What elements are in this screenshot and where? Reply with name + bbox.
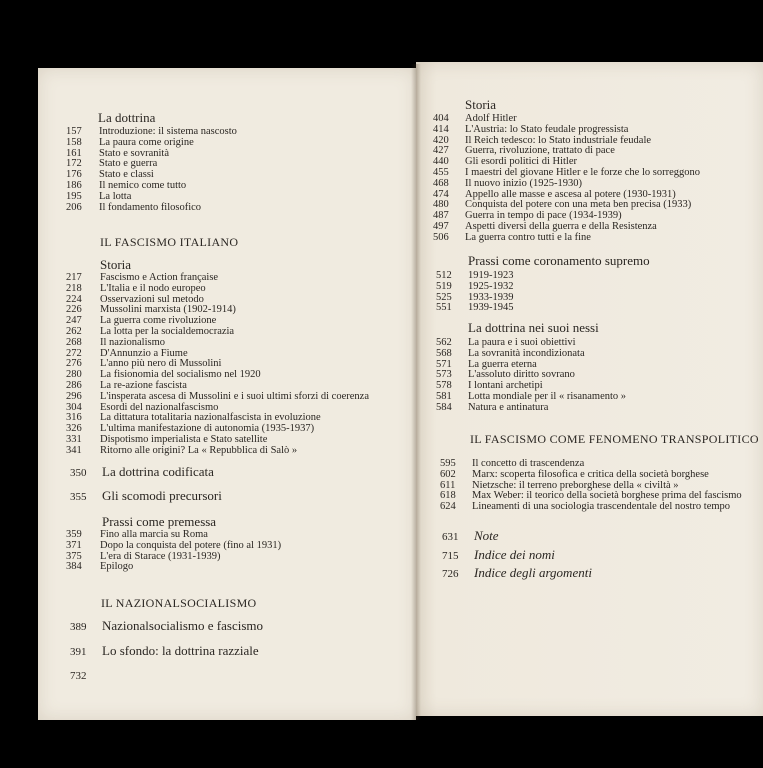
toc-title: La re-azione fascista bbox=[100, 380, 187, 391]
toc-title: La lotta bbox=[99, 190, 132, 202]
toc-page-number: 455 bbox=[433, 167, 449, 178]
toc-page-number: 420 bbox=[433, 134, 449, 146]
toc-entry bbox=[66, 540, 281, 551]
toc-title: L'ultima manifestazione di autonomia (1935-1937) bbox=[100, 423, 315, 435]
toc-page-number: 551 bbox=[436, 302, 452, 314]
toc-entry bbox=[66, 402, 218, 413]
toc-title: Il concetto di trascendenza bbox=[472, 458, 585, 469]
toc-page-number: 584 bbox=[436, 401, 452, 413]
toc-page-number: 404 bbox=[433, 113, 449, 124]
toc-title: La dittatura totalitaria nazionalfascista in evoluzione bbox=[100, 412, 321, 424]
toc-page-number: 206 bbox=[66, 201, 82, 213]
toc-entry bbox=[433, 113, 517, 124]
toc-title: La sovranità incondizionata bbox=[468, 347, 585, 359]
toc-page-number: 595 bbox=[440, 458, 456, 469]
toc-title: Gli esordi politici di Hitler bbox=[465, 156, 577, 168]
toc-page-number: 280 bbox=[66, 369, 82, 381]
toc-entry bbox=[436, 391, 626, 402]
toc-entry bbox=[66, 561, 133, 572]
toc-title: Aspetti diversi della guerra e della Resistenza bbox=[465, 221, 657, 232]
toc-title: La fisionomia del socialismo nel 1920 bbox=[100, 369, 261, 381]
toc-page-number: 562 bbox=[436, 337, 452, 348]
toc-entry bbox=[433, 178, 582, 189]
toc-page-number: 371 bbox=[66, 539, 82, 551]
toc-page-number: 217 bbox=[66, 272, 82, 283]
toc-entry bbox=[433, 210, 622, 221]
toc-entry-nazionalsocialismo-fascismo: 389 Nazionalsocialismo e fascismo bbox=[70, 618, 264, 633]
toc-title: Fascismo e Action française bbox=[100, 272, 219, 283]
toc-title: Nietzsche: il terreno preborghese della « civiltà » bbox=[472, 479, 679, 491]
toc-title: La guerra come rivoluzione bbox=[100, 315, 217, 327]
part-title-fascismo-italiano: IL FASCISMO ITALIANO bbox=[100, 235, 239, 249]
toc-page-number: 276 bbox=[66, 358, 82, 370]
toc-entry bbox=[66, 158, 157, 169]
toc-title: Dopo la conquista del potere (fino al 1931) bbox=[100, 539, 282, 551]
toc-title: I maestri del giovane Hitler e le forze che lo sorreggono bbox=[465, 167, 700, 178]
toc-entry bbox=[433, 199, 691, 210]
toc-page-number: 581 bbox=[436, 391, 452, 402]
toc-entry bbox=[66, 380, 187, 391]
toc-page-number: 525 bbox=[436, 291, 452, 303]
toc-title: Dispotismo imperialista e Stato satellite bbox=[100, 434, 268, 445]
toc-entry bbox=[66, 358, 221, 369]
toc-title: Natura e antinatura bbox=[468, 401, 549, 413]
toc-entry bbox=[66, 148, 169, 159]
toc-title: La lotta per la socialdemocrazia bbox=[100, 326, 235, 337]
toc-page-number: 218 bbox=[66, 282, 82, 294]
toc-title: Max Weber: il teorico della società borghese prima del fascismo bbox=[472, 490, 742, 502]
section-heading-storia: Storia bbox=[100, 257, 132, 272]
toc-page-number: 341 bbox=[66, 444, 82, 456]
toc-title: Il nuovo inizio (1925-1930) bbox=[465, 177, 582, 189]
toc-page-number: 611 bbox=[440, 479, 456, 491]
toc-entry bbox=[66, 391, 369, 402]
toc-page-number: 172 bbox=[66, 158, 82, 170]
toc-entry bbox=[66, 445, 297, 456]
toc-entry bbox=[66, 126, 237, 137]
toc-page-number: 519 bbox=[436, 280, 452, 292]
toc-page-number: 512 bbox=[436, 270, 452, 281]
toc-title: L'Italia e il nodo europeo bbox=[100, 282, 206, 294]
toc-page-number: 161 bbox=[66, 147, 82, 159]
toc-entry bbox=[433, 135, 651, 146]
toc-entry bbox=[433, 189, 676, 200]
toc-title: Stato e guerra bbox=[99, 158, 158, 170]
toc-title: Fino alla marcia su Roma bbox=[100, 529, 208, 540]
toc-title: La guerra eterna bbox=[468, 358, 537, 370]
toc-entry bbox=[433, 221, 657, 232]
toc-entry bbox=[433, 156, 577, 167]
toc-entry bbox=[66, 315, 216, 326]
toc-entry bbox=[66, 412, 321, 423]
book-gutter bbox=[411, 64, 421, 720]
toc-entry bbox=[66, 137, 194, 148]
toc-page-number: 316 bbox=[66, 412, 82, 424]
toc-entry bbox=[66, 529, 208, 540]
toc-entry bbox=[440, 490, 742, 501]
toc-page-number: 158 bbox=[66, 136, 82, 148]
toc-page-number: 497 bbox=[433, 221, 449, 232]
toc-entry-indice-nomi: 715 Indice dei nomi bbox=[442, 547, 555, 562]
toc-entry bbox=[66, 434, 267, 445]
toc-page-number: 487 bbox=[433, 210, 449, 222]
toc-page-number: 359 bbox=[66, 529, 82, 540]
toc-page-number: 157 bbox=[66, 126, 82, 137]
toc-title: L'anno più nero di Mussolini bbox=[100, 358, 222, 370]
toc-entry bbox=[66, 551, 221, 562]
toc-entry bbox=[66, 180, 186, 191]
toc-entry-lo-sfondo: 391 Lo sfondo: la dottrina razziale bbox=[70, 643, 259, 658]
toc-entry-note: 631 Note bbox=[442, 528, 499, 543]
toc-entry bbox=[433, 124, 628, 135]
toc-title: Adolf Hitler bbox=[465, 113, 517, 124]
toc-entry bbox=[436, 402, 548, 413]
toc-entry bbox=[436, 337, 576, 348]
toc-title: Appello alle masse e ascesa al potere (1930-1931) bbox=[465, 188, 676, 200]
toc-title: D'Annunzio a Fiume bbox=[100, 347, 188, 359]
toc-entry bbox=[66, 348, 188, 359]
toc-page-number: 268 bbox=[66, 336, 82, 348]
toc-entry bbox=[440, 501, 730, 512]
toc-entry bbox=[436, 380, 543, 391]
toc-title: 1919-1923 bbox=[468, 270, 514, 281]
toc-page-number: 427 bbox=[433, 145, 449, 157]
toc-title: La paura come origine bbox=[99, 136, 194, 148]
toc-title: Marx: scoperta filosofica e critica della società borghese bbox=[472, 468, 709, 480]
toc-title: Il nemico come tutto bbox=[99, 180, 187, 191]
toc-title: Stato e sovranità bbox=[99, 147, 169, 159]
toc-entry bbox=[66, 202, 201, 213]
toc-title: Epilogo bbox=[100, 561, 134, 573]
toc-entry-dottrina-codificata: 350 La dottrina codificata bbox=[70, 464, 214, 479]
toc-page-number: 286 bbox=[66, 380, 82, 391]
toc-title: Introduzione: il sistema nascosto bbox=[99, 126, 237, 137]
toc-entry bbox=[66, 369, 261, 380]
toc-entry bbox=[66, 283, 206, 294]
toc-page-number: 602 bbox=[440, 468, 456, 480]
toc-page-number: 440 bbox=[433, 156, 449, 168]
toc-entry bbox=[66, 272, 218, 283]
toc-page-number: 247 bbox=[66, 315, 82, 327]
toc-title: I lontani archetipi bbox=[468, 380, 543, 392]
toc-page-number: 272 bbox=[66, 347, 82, 359]
toc-title: Lineamenti di una sociologia trascendentale del nostro tempo bbox=[472, 501, 731, 513]
toc-entry bbox=[436, 348, 585, 359]
toc-entry bbox=[436, 292, 514, 303]
toc-title: L'era di Starace (1931-1939) bbox=[100, 550, 221, 562]
toc-entry bbox=[433, 145, 615, 156]
toc-entry bbox=[66, 169, 154, 180]
toc-entry bbox=[436, 270, 514, 281]
toc-title: L'assoluto diritto sovrano bbox=[468, 369, 575, 381]
part-title-nazionalsocialismo: IL NAZIONALSOCIALISMO bbox=[101, 596, 257, 610]
toc-title: 1939-1945 bbox=[468, 302, 514, 314]
section-heading-prassi-coronamento: Prassi come coronamento supremo bbox=[468, 253, 650, 268]
toc-page-number: 568 bbox=[436, 347, 452, 359]
toc-page-number: 224 bbox=[66, 293, 82, 305]
toc-page-number: 468 bbox=[433, 177, 449, 189]
toc-title: Lotta mondiale per il « risanamento » bbox=[468, 391, 627, 402]
section-heading-prassi-premessa: Prassi come premessa bbox=[102, 514, 217, 529]
toc-title: Mussolini marxista (1902-1914) bbox=[100, 304, 236, 316]
toc-entry-indice-argomenti: 726 Indice degli argomenti bbox=[442, 565, 592, 580]
toc-entry bbox=[440, 458, 584, 469]
toc-title: La paura e i suoi obiettivi bbox=[468, 337, 576, 348]
toc-entry-scomodi-precursori: 355 Gli scomodi precursori bbox=[70, 488, 222, 503]
toc-page-number: 195 bbox=[66, 190, 82, 202]
toc-title: L'insperata ascesa di Mussolini e i suoi ultimi sforzi di coerenza bbox=[100, 390, 369, 402]
toc-page-number: 624 bbox=[440, 501, 456, 513]
toc-entry bbox=[436, 369, 575, 380]
toc-title: 1933-1939 bbox=[468, 291, 514, 303]
toc-entry bbox=[440, 469, 709, 480]
toc-page-number: 618 bbox=[440, 490, 456, 502]
toc-page-number: 480 bbox=[433, 199, 449, 211]
toc-entry bbox=[436, 302, 514, 313]
toc-title: Ritorno alle origini? La « Repubblica di Salò » bbox=[100, 444, 298, 456]
toc-entry bbox=[66, 191, 131, 202]
toc-entry bbox=[433, 167, 700, 178]
toc-title: La guerra contro tutti e la fine bbox=[465, 231, 591, 243]
toc-entry bbox=[436, 281, 514, 292]
toc-title: Il nazionalismo bbox=[100, 336, 166, 348]
toc-page-number: 296 bbox=[66, 390, 82, 402]
toc-title: Guerra in tempo di pace (1934-1939) bbox=[465, 210, 622, 222]
toc-page-number: 384 bbox=[66, 561, 82, 573]
toc-page-number: 571 bbox=[436, 358, 452, 370]
toc-title: Esordi del nazionalfascismo bbox=[100, 401, 219, 413]
part-title-transpolitico: IL FASCISMO COME FENOMENO TRANSPOLITICO bbox=[470, 432, 759, 446]
toc-entry bbox=[433, 232, 591, 243]
toc-entry bbox=[440, 480, 679, 491]
toc-title: Guerra, rivoluzione, trattato di pace bbox=[465, 145, 615, 157]
toc-title: Conquista del potere con una meta ben precisa (1933) bbox=[465, 199, 692, 211]
toc-page-number: 506 bbox=[433, 231, 449, 243]
toc-page-number: 226 bbox=[66, 304, 82, 316]
toc-page-number: 304 bbox=[66, 401, 82, 413]
toc-page-number: 573 bbox=[436, 369, 452, 381]
toc-page-number: 331 bbox=[66, 434, 82, 445]
toc-page-number: 326 bbox=[66, 423, 82, 435]
toc-entry bbox=[66, 304, 236, 315]
toc-title: Osservazioni sul metodo bbox=[100, 293, 204, 305]
page-number: 732 bbox=[70, 670, 87, 682]
toc-title: Stato e classi bbox=[99, 169, 154, 181]
section-heading-dottrina-nessi: La dottrina nei suoi nessi bbox=[468, 320, 599, 335]
section-heading-storia-right: Storia bbox=[465, 97, 497, 112]
toc-title: 1925-1932 bbox=[468, 280, 514, 292]
toc-entry bbox=[66, 337, 165, 348]
toc-entry bbox=[66, 326, 234, 337]
toc-page-number: 186 bbox=[66, 180, 82, 191]
toc-title: L'Austria: lo Stato feudale progressista bbox=[465, 123, 629, 135]
toc-entry bbox=[436, 359, 537, 370]
toc-entry bbox=[66, 294, 204, 305]
toc-page-number: 414 bbox=[433, 123, 449, 135]
toc-page-number: 474 bbox=[433, 188, 449, 200]
section-heading-dottrina: La dottrina bbox=[98, 110, 156, 125]
toc-page-number: 375 bbox=[66, 550, 82, 562]
toc-title: Il fondamento filosofico bbox=[99, 201, 202, 213]
toc-page-number: 176 bbox=[66, 169, 82, 181]
toc-title: Il Reich tedesco: lo Stato industriale feudale bbox=[465, 134, 652, 146]
toc-entry bbox=[66, 423, 314, 434]
toc-page-number: 262 bbox=[66, 326, 82, 337]
toc-page-number: 578 bbox=[436, 380, 452, 392]
